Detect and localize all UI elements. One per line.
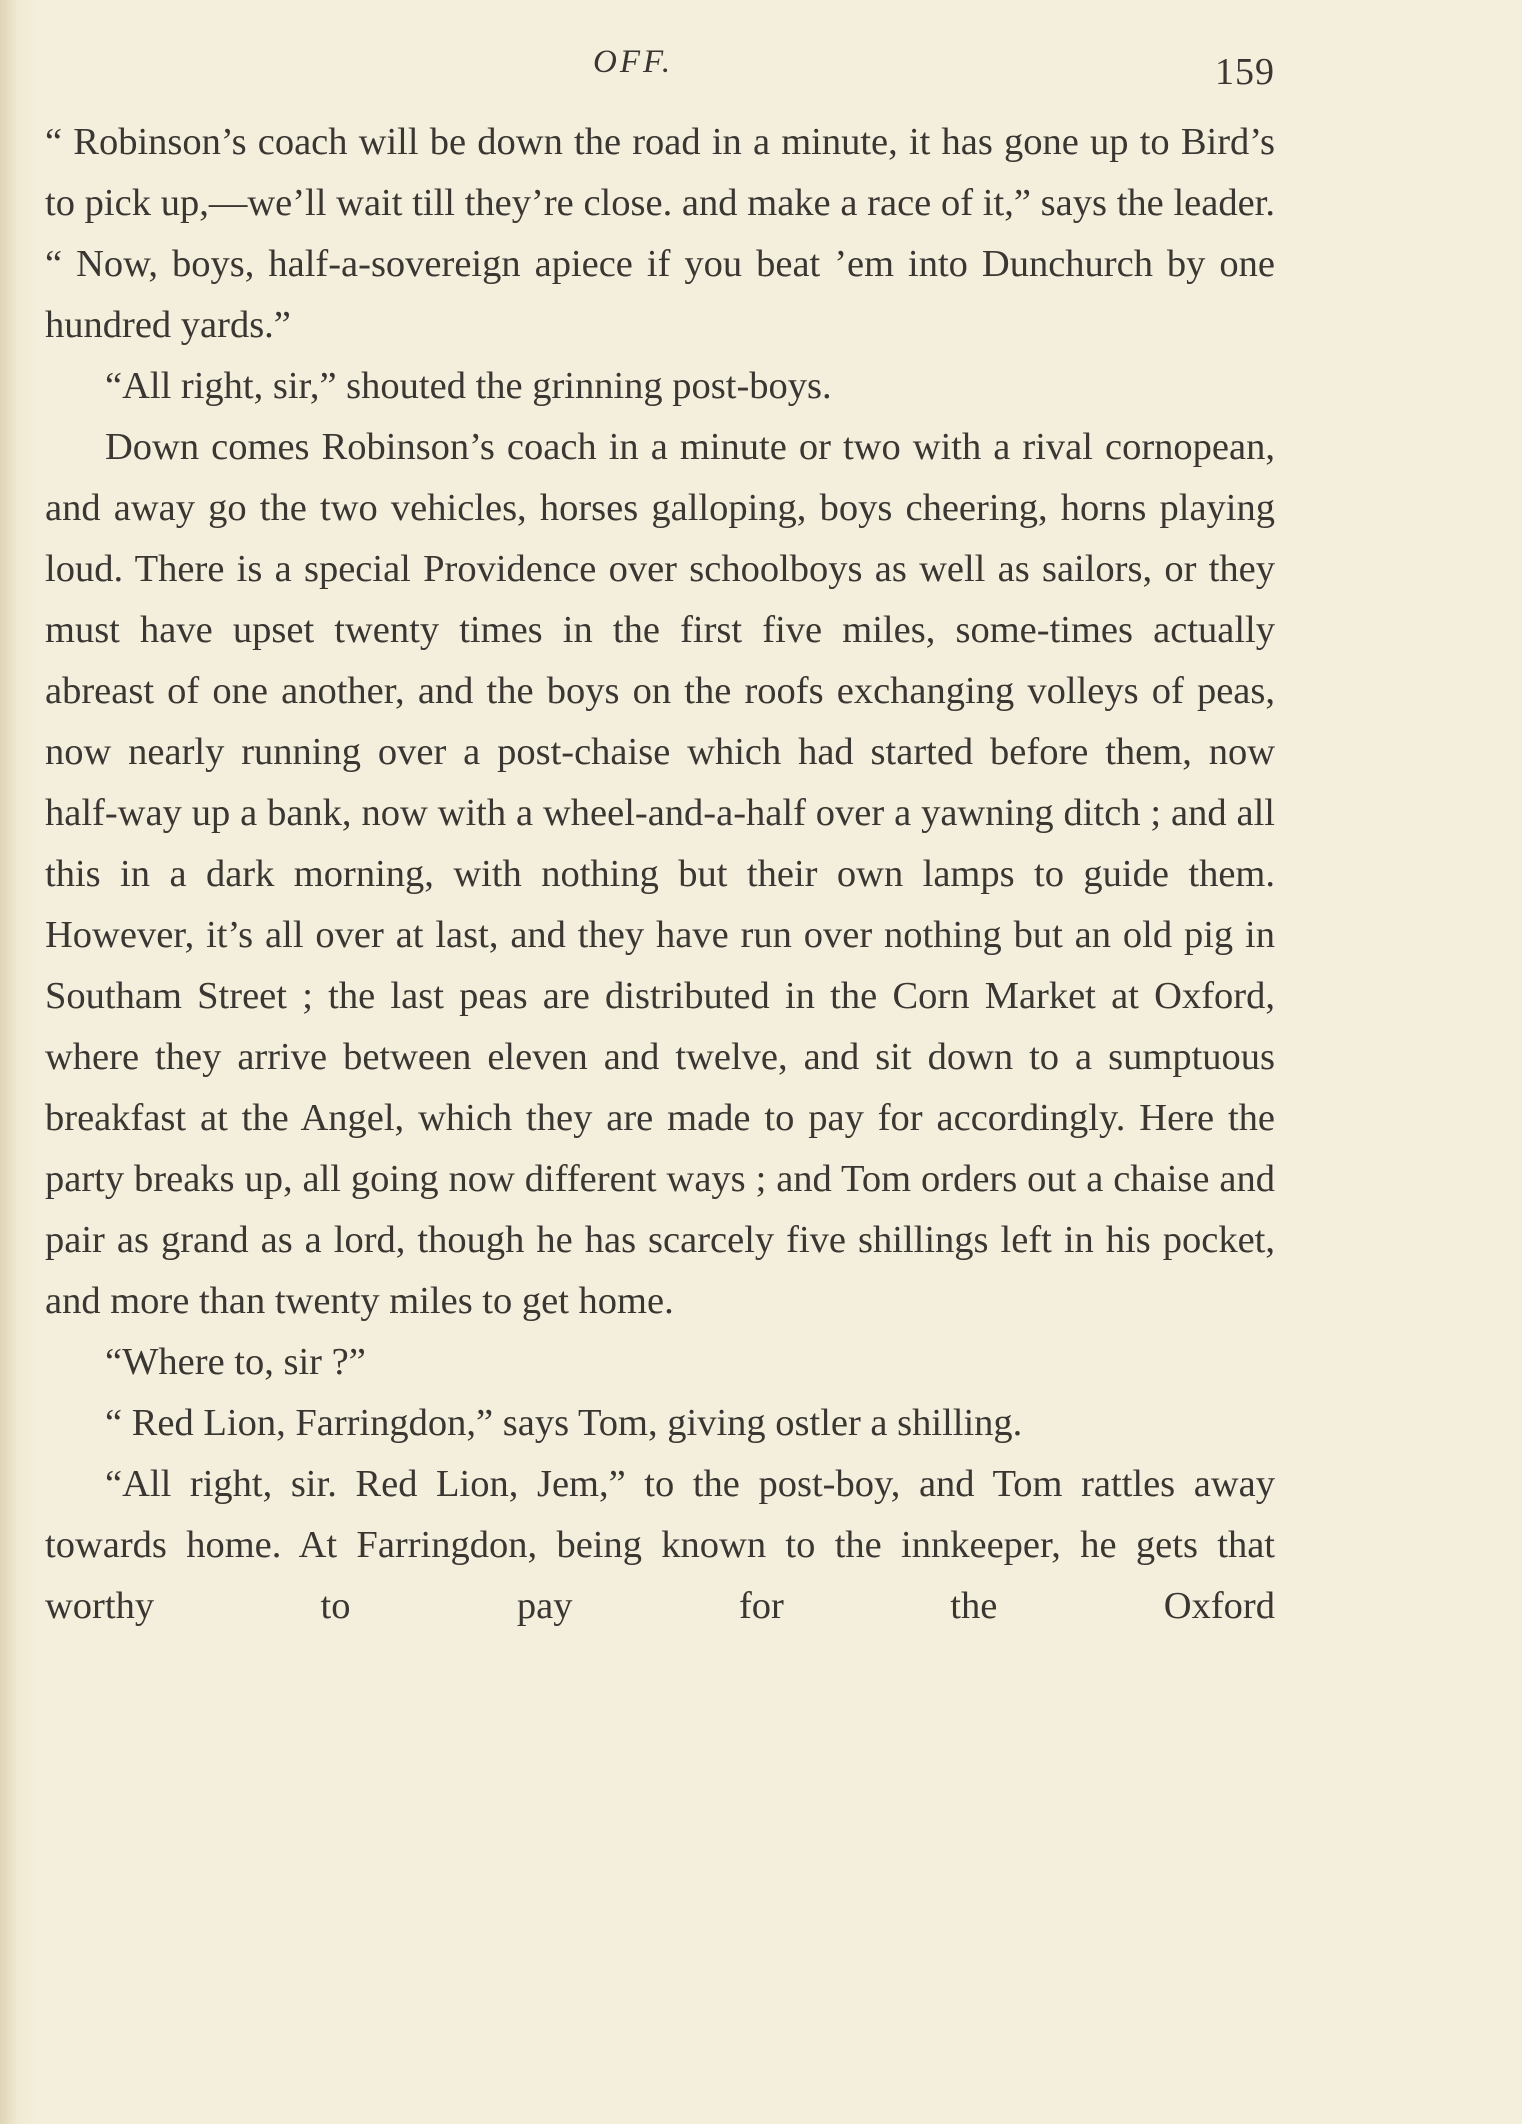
paragraph-3: Down comes Robinson’s coach in a minute or two with a rival cornopean, and away go the two vehicles, horses galloping, boys cheering, horns playing loud. There is a special Providence over schoolboys as well as sailors, or they must have upset twenty times in the first five miles, some-times actually abreast of one another, and the boys on the roofs exchanging volleys of peas, now nearly running over a post-chaise which had started before them, now half-way up a bank, now with a wheel-and-a-half over a yawning ditch ; and all this in a dark morning, with nothing but their own lamps to guide them. However, it’s all over at last, and they have run over nothing but an old pig in Southam Street ; the last peas are distributed in the Corn Market at Oxford, where they arrive between eleven and twelve, and sit down to a sumptuous breakfast at the Angel, which they are made to pay for accordingly. Here the party breaks up, all going now different ways ; and Tom orders out a chaise and pair as grand as a lord, though he has scarcely five shillings left in his pocket, and more than twenty miles to get home. xyxy=(45,426,1275,1322)
page-number: 159 xyxy=(1215,51,1275,93)
paragraph-5: “ Red Lion, Farringdon,” says Tom, giving ostler a shilling. xyxy=(105,1402,1023,1444)
paragraph-1: “ Robinson’s coach will be down the road in a minute, it has gone up to Bird’s to pick up,—we’ll wait till they’re close. and make a race of it,” says the leader. “ Now, boys, half-a-sovereign apiece if you beat ’em into Dunchurch by one hundred yards.” xyxy=(45,121,1275,346)
paragraph-6: “All right, sir. Red Lion, Jem,” to the post-boy, and Tom rattles away towards home. At Farringdon, being known to the innkeeper, he gets that worthy to pay for the Oxford xyxy=(45,1463,1275,1627)
body-text xyxy=(45,112,1275,1637)
paragraph-2: “All right, sir,” shouted the grinning post-boys. xyxy=(105,365,832,407)
paragraph-4: “Where to, sir ?” xyxy=(105,1341,366,1383)
running-head xyxy=(45,44,1275,104)
running-title: OFF. xyxy=(593,44,674,80)
